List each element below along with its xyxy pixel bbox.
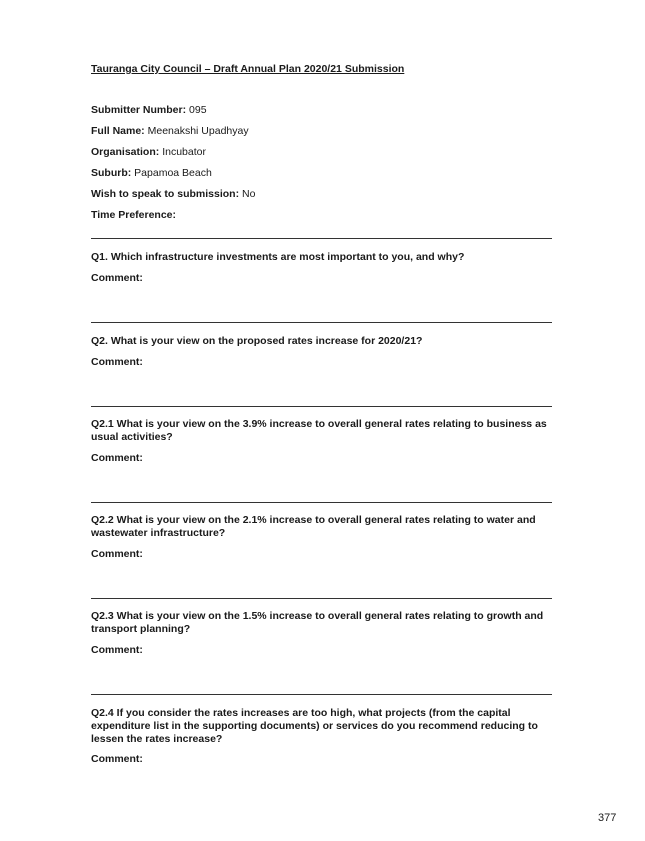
comment-label-q2-1: Comment: bbox=[91, 452, 143, 464]
comment-label-q2-3: Comment: bbox=[91, 644, 143, 656]
question-q2-1: Q2.1 What is your view on the 3.9% increase to overall general rates relating to business as usual activities? bbox=[91, 418, 547, 443]
suburb-value: Papamoa Beach bbox=[134, 167, 212, 179]
suburb-field bbox=[91, 167, 212, 179]
question-q2-3: Q2.3 What is your view on the 1.5% increase to overall general rates relating to growth and transport planning? bbox=[91, 610, 544, 635]
full-name-field bbox=[91, 125, 249, 137]
section-divider bbox=[91, 406, 552, 407]
document-title: Tauranga City Council – Draft Annual Plan 2020/21 Submission bbox=[91, 63, 405, 75]
full-name-value: Meenakshi Upadhyay bbox=[147, 125, 249, 137]
submitter-number-field bbox=[91, 104, 207, 116]
comment-label-q2: Comment: bbox=[91, 356, 143, 368]
suburb-label: Suburb: bbox=[91, 167, 132, 179]
comment-label-q2-2: Comment: bbox=[91, 548, 143, 560]
section-divider bbox=[91, 694, 552, 695]
comment-label-q2-4: Comment: bbox=[91, 753, 143, 765]
time-preference-field bbox=[91, 209, 176, 221]
section-divider bbox=[91, 502, 552, 503]
question-q2: Q2. What is your view on the proposed rates increase for 2020/21? bbox=[91, 335, 423, 347]
page-number: 377 bbox=[598, 812, 617, 824]
full-name-label: Full Name: bbox=[91, 125, 145, 137]
speak-to-submission-field bbox=[91, 188, 255, 200]
submitter-number-label: Submitter Number: bbox=[91, 104, 187, 116]
speak-to-submission-label: Wish to speak to submission: bbox=[91, 188, 240, 200]
organisation-label: Organisation: bbox=[91, 146, 160, 158]
question-q2-4: Q2.4 If you consider the rates increases are too high, what projects (from the capital expenditure list in the supporting documents) or services do you recommend reducing to lessen the rates increase? bbox=[91, 707, 538, 745]
organisation-value: Incubator bbox=[162, 146, 206, 158]
question-q2-2: Q2.2 What is your view on the 2.1% increase to overall general rates relating to water and wastewater infrastructure? bbox=[91, 514, 536, 539]
section-divider bbox=[91, 598, 552, 599]
comment-label-q1: Comment: bbox=[91, 272, 143, 284]
speak-to-submission-value: No bbox=[242, 188, 256, 200]
section-divider bbox=[91, 238, 552, 239]
time-preference-label: Time Preference: bbox=[91, 209, 177, 221]
question-q1: Q1. Which infrastructure investments are most important to you, and why? bbox=[91, 251, 465, 263]
organisation-field bbox=[91, 146, 206, 158]
section-divider bbox=[91, 322, 552, 323]
submitter-number-value: 095 bbox=[189, 104, 207, 116]
